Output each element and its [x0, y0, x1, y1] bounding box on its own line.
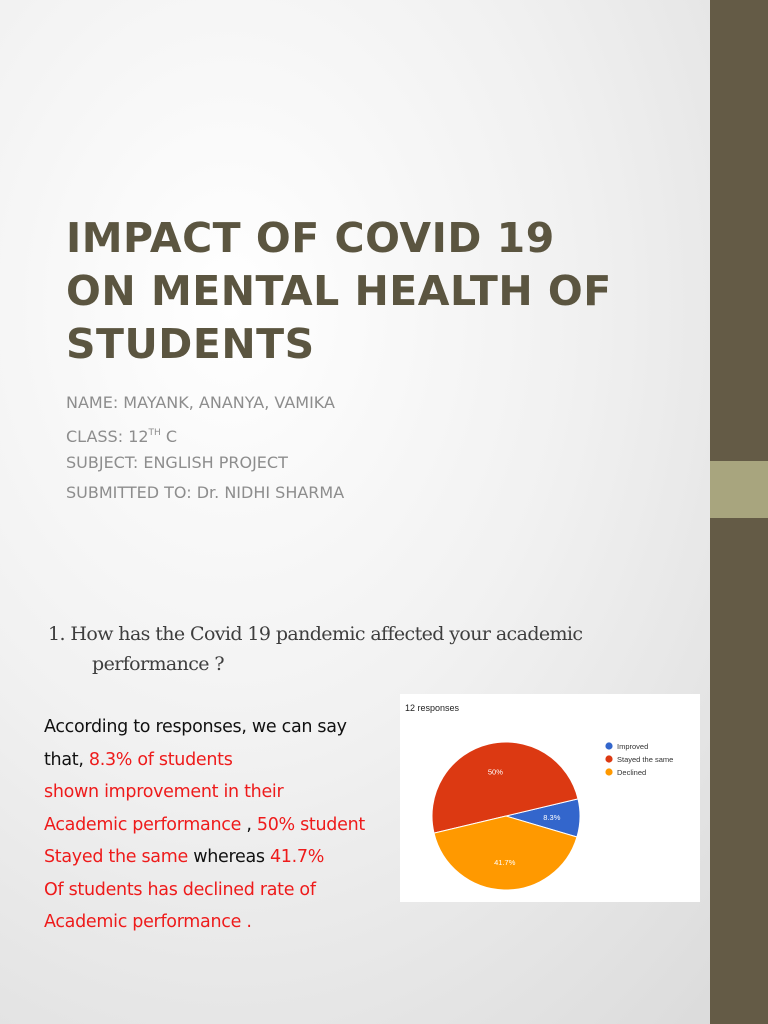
name-line: NAME: MAYANK, ANANYA, VAMIKA — [66, 393, 335, 412]
question-text-line2: performance ? — [92, 653, 224, 675]
legend-swatch — [605, 755, 612, 762]
legend-label: Improved — [617, 742, 649, 751]
answer-line: Of students has declined rate of — [44, 879, 316, 900]
question-text-line1: How has the Covid 19 pandemic affected your academic — [70, 623, 583, 645]
title-line: ON MENTAL HEALTH OF — [66, 267, 612, 315]
legend-label: Declined — [617, 768, 647, 777]
legend-swatch — [605, 742, 612, 749]
question-heading — [48, 619, 668, 679]
answer-line: According to responses, we can say — [44, 717, 347, 737]
chart-subtitle: 12 responses — [405, 703, 460, 713]
question-number: 1. — [48, 623, 65, 645]
title-line: IMPACT OF COVID 19 — [66, 214, 555, 262]
title-line: STUDENTS — [66, 320, 315, 368]
side-accent-block — [710, 461, 768, 518]
legend-label: Stayed the same — [617, 755, 674, 764]
submitted-to-line: SUBMITTED TO: Dr. NIDHI SHARMA — [66, 483, 345, 502]
pie-chart-image — [400, 694, 700, 902]
pie-slice-label: 50% — [487, 767, 503, 777]
slide-title — [66, 212, 696, 371]
pie-slice-label: 41.7% — [494, 857, 516, 867]
subject-line: SUBJECT: ENGLISH PROJECT — [66, 453, 288, 472]
answer-line: shown improvement in their — [44, 782, 284, 802]
answer-line: Stayed the same whereas 41.7% — [44, 847, 325, 867]
answer-line: Academic performance , 50% student — [44, 814, 365, 835]
pie-chart — [400, 694, 700, 902]
legend-swatch — [605, 768, 612, 775]
slide-subtitle — [66, 390, 344, 510]
pie-slice-label: 8.3% — [543, 813, 561, 823]
class-line: CLASS: 12TH C — [66, 427, 178, 446]
answer-line: that, 8.3% of students — [44, 749, 233, 770]
answer-paragraph — [44, 711, 404, 939]
answer-line: Academic performance . — [44, 912, 252, 932]
